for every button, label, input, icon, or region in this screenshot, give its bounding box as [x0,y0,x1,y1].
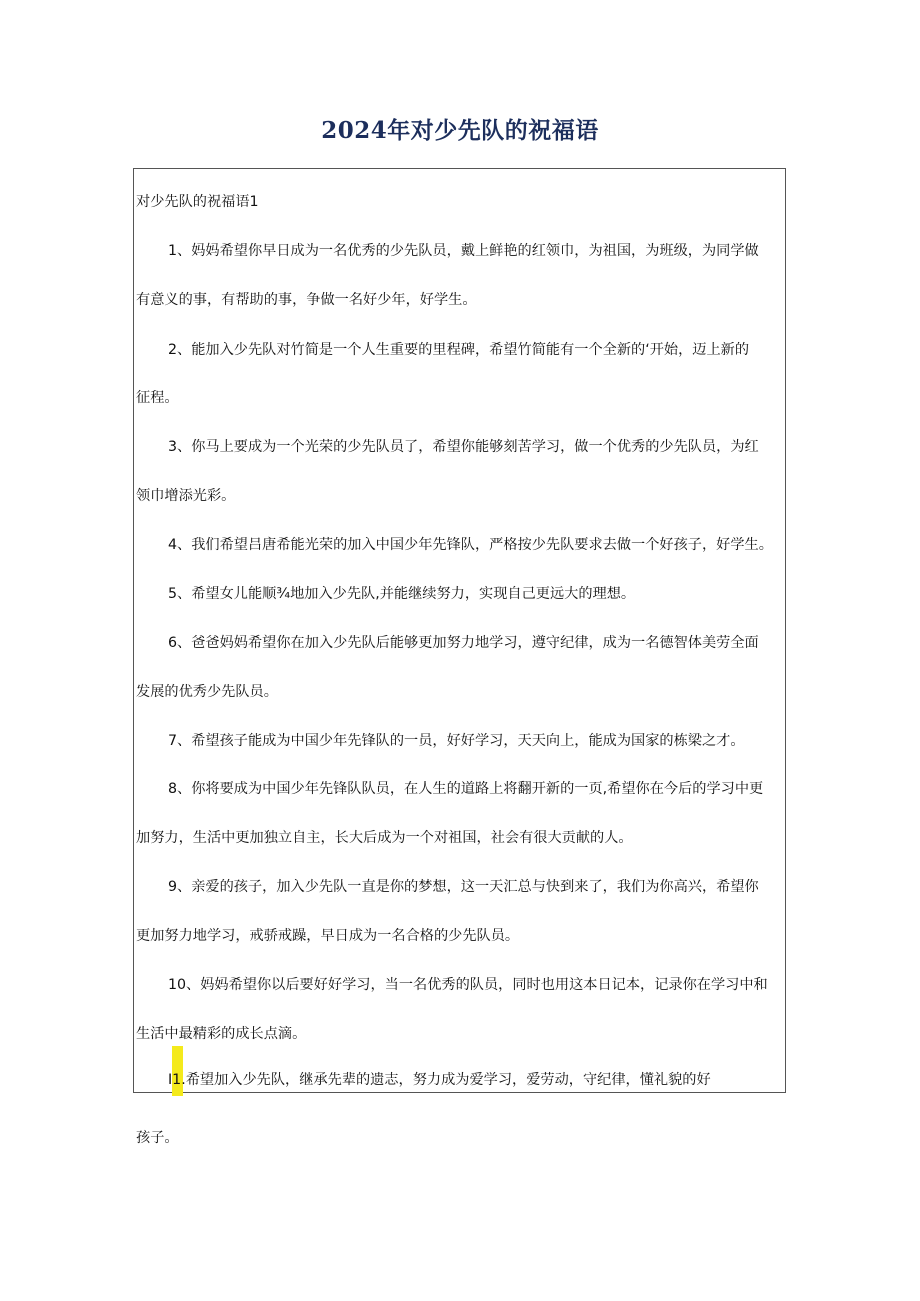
section-heading: 对少先队的祝福语1 [136,194,259,210]
paragraph-line: 8、你将要成为中国少年先锋队队员，在人生的道路上将翻开新的一页,希望你在今后的学习中更 [168,781,764,797]
paragraph-line: 发展的优秀少先队员。 [136,684,278,700]
paragraph-line: 更加努力地学习，戒骄戒躁，早日成为一名合格的少先队员。 [136,928,520,944]
paragraph-line: 生活中最精彩的成长点滴。 [136,1026,307,1042]
paragraph-line: I1.希望加入少先队，继承先辈的遗志，努力成为爱学习，爱劳动，守纪律，懂礼貌的好 [168,1072,711,1088]
paragraph-line: 1、妈妈希望你早日成为一名优秀的少先队员，戴上鲜艳的红领巾，为祖国，为班级，为同学做 [168,243,759,259]
paragraph-line: 10、妈妈希望你以后要好好学习，当一名优秀的队员，同时也用这本日记本，记录你在学习中和 [168,977,768,993]
paragraph-line: 2、能加入少先队对竹简是一个人生重要的里程碑，希望竹简能有一个全新的‘开始，迈上新的 [168,342,750,358]
paragraph-line: 6、爸爸妈妈希望你在加入少先队后能够更加努力地学习，遵守纪律，成为一名德智体美劳全面 [168,635,759,651]
paragraph-line: 4、我们希望吕唐希能光荣的加入中国少年先锋队，严格按少先队要求去做一个好孩子，好学生。 [168,537,773,553]
paragraph-line: 5、希望女儿能顺¾地加入少先队,并能继续努力，实现自己更远大的理想。 [168,586,636,602]
paragraph-line: 征程。 [136,390,179,406]
paragraph-line: 9、亲爱的孩子，加入少先队一直是你的梦想，这一天汇总与快到来了，我们为你高兴，希望你 [168,879,759,895]
paragraph-line: 加努力，生活中更加独立自主，长大后成为一个对祖国，社会有很大贡献的人。 [136,830,633,846]
paragraph-line: 3、你马上要成为一个光荣的少先队员了，希望你能够刻苦学习，做一个优秀的少先队员，为红 [168,439,759,455]
paragraph-line: 有意义的事，有帮助的事，争做一名好少年，好学生。 [136,292,477,308]
paragraph-line: 领巾增添光彩。 [136,488,236,504]
continuation-text: 孩子。 [136,1130,179,1146]
page-title: 2024年对少先队的祝福语 [321,117,599,144]
paragraph-line: 7、希望孩子能成为中国少年先锋队的一员，好好学习，天天向上，能成为国家的栋梁之才。 [168,733,745,749]
